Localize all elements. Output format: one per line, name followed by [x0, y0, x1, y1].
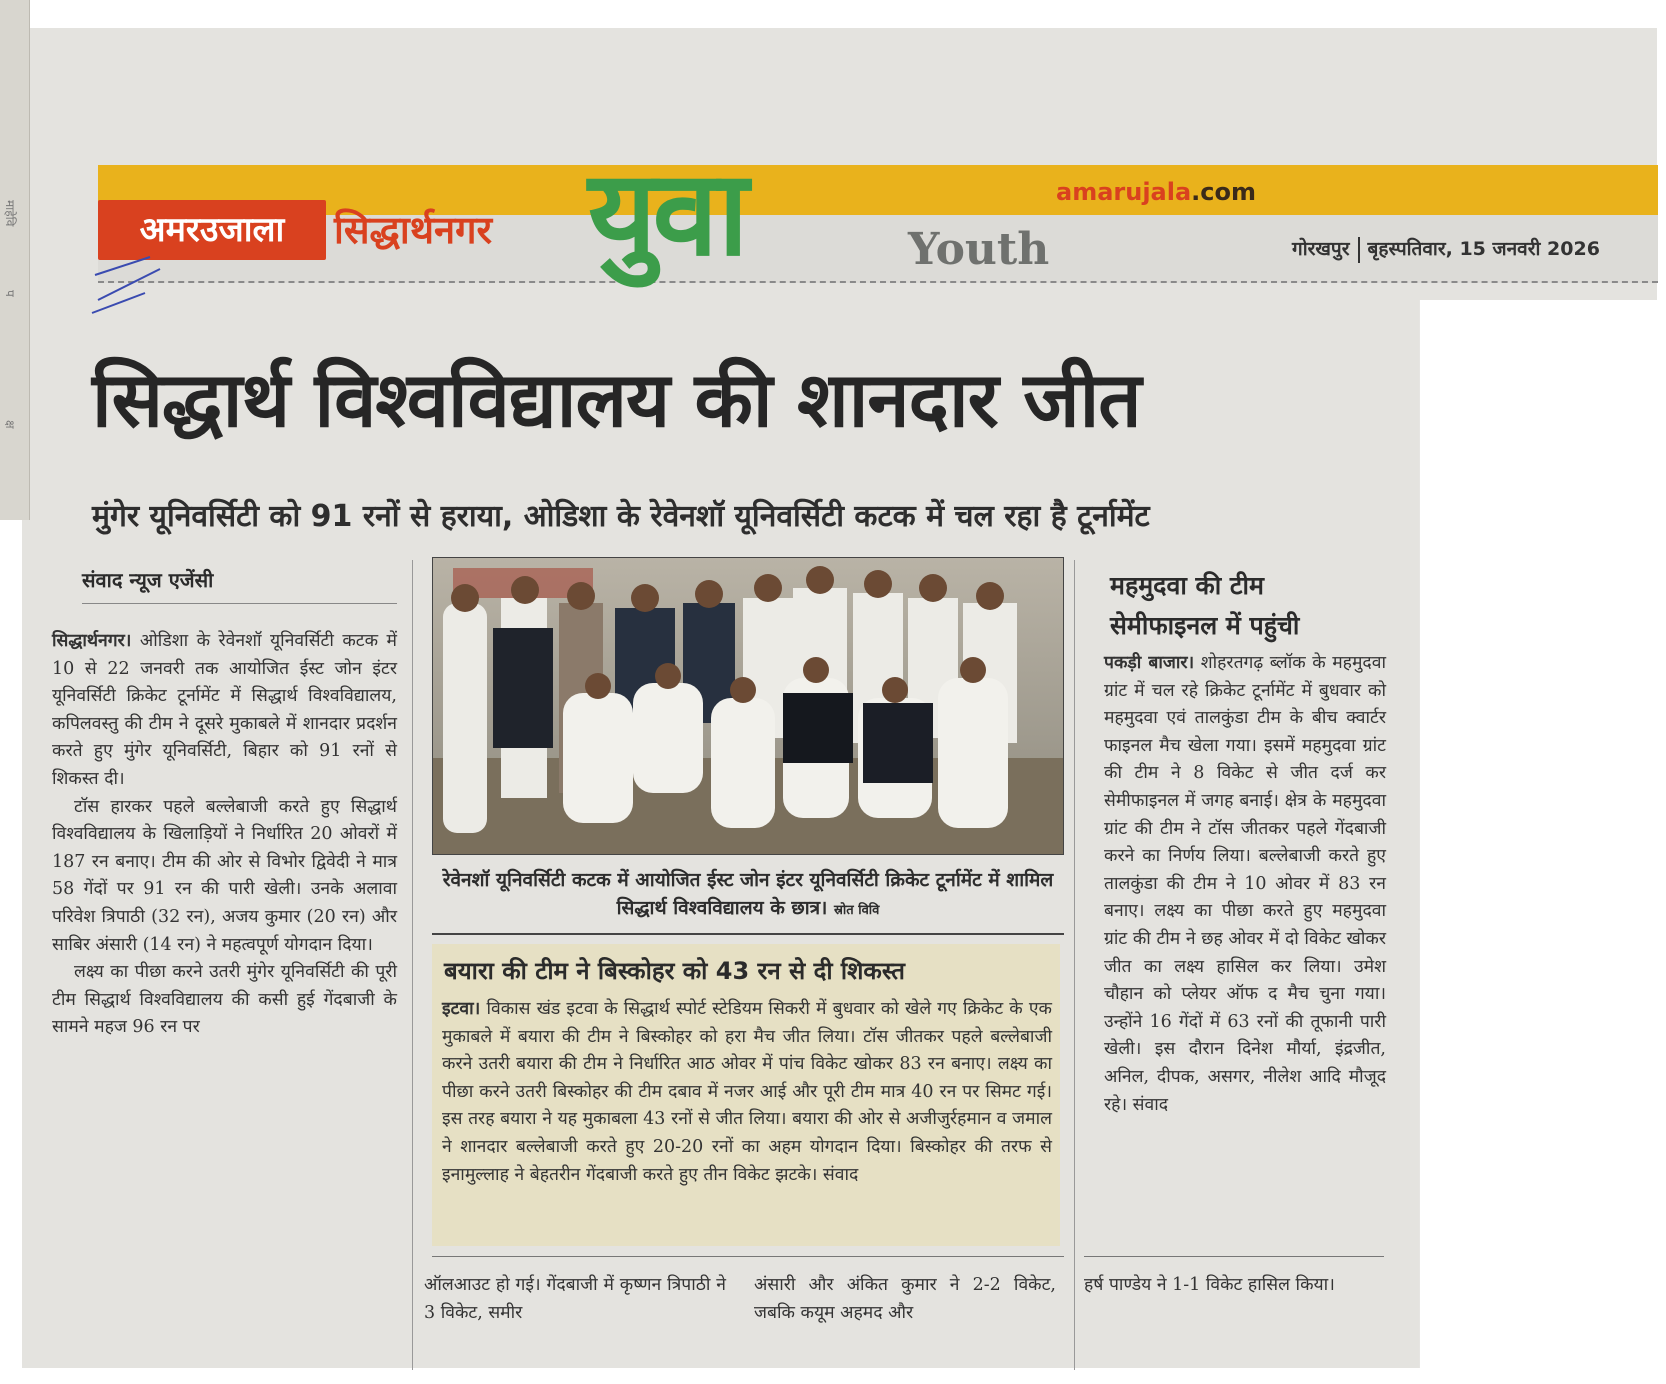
- city-name: सिद्धार्थनगर: [334, 208, 493, 252]
- main-story-continued: अंसारी और अंकित कुमार ने 2-2 विकेट, जबकि कयूम अहमद और: [754, 1275, 1056, 1323]
- divider: [432, 1256, 1064, 1257]
- column-divider: [1074, 560, 1075, 1370]
- main-story-continued: ऑलआउट हो गई। गेंदबाजी में कृष्णन त्रिपाठी ने 3 विकेट, समीर: [424, 1275, 726, 1323]
- margin-fragment: माहेवि: [3, 200, 17, 227]
- dateline: सिद्धार्थनगर।: [52, 631, 132, 651]
- section-logo: युवा: [588, 144, 745, 282]
- website-domain: .com: [1191, 178, 1257, 206]
- divider: [82, 603, 397, 604]
- separator: [1358, 237, 1360, 263]
- side-story-body: [1104, 650, 1386, 1119]
- margin-fragment: प: [3, 290, 17, 297]
- divider: [1084, 1256, 1384, 1257]
- side-title-line: महमुदवा की टीम: [1110, 571, 1264, 600]
- dateline: इटवा।: [442, 999, 481, 1019]
- edition-date: [1292, 234, 1600, 264]
- box-story-body: [442, 996, 1052, 1189]
- brand-logo: अमरउजाला: [98, 200, 326, 260]
- photo-credit: स्रोत विवि: [833, 903, 880, 918]
- team-photo-image: [433, 558, 1064, 855]
- byline: संवाद न्यूज एजेंसी: [82, 568, 214, 592]
- adjacent-page-strip: [0, 0, 30, 520]
- caption-text: रेवेनशॉ यूनिवर्सिटी कटक में आयोजित ईस्ट जोन इंटर यूनिवर्सिटी क्रिकेट टूर्नामेंट में शामिल सिद्धार्थ विश्वविद्यालय के छात्र।: [442, 869, 1054, 919]
- main-story-paragraph: [52, 628, 397, 794]
- side-story-title: [1110, 566, 1299, 646]
- issue-date: बृहस्पतिवार, 15 जनवरी 2026: [1367, 238, 1600, 260]
- website: [1056, 177, 1256, 207]
- dateline: पकड़ी बाजार।: [1104, 653, 1195, 673]
- masthead-band: [98, 165, 1658, 215]
- column-divider: [412, 560, 413, 1370]
- section-english: Youth: [908, 224, 1050, 275]
- main-story-column: [52, 628, 397, 1042]
- edition: गोरखपुर: [1292, 238, 1350, 260]
- margin-fragment: क्ष: [3, 420, 17, 429]
- pen-mark-icon: [90, 255, 180, 315]
- box-story-text: विकास खंड इटवा के सिद्धार्थ स्पोर्ट स्टेडियम सिकरी में बुधवार को खेले गए क्रिकेट के एक मुकाबले में बयारा की टीम ने बिस्कोहर को हरा मैच जीत लिया। टॉस जीतकर पहले बल्लेबाजी करने उतरी बयारा की टीम ने निर्धारित आठ ओवर में पांच विकेट खोकर 83 रन बनाए। लक्ष्य का पीछा करने उतरी बिस्कोहर की टीम दबाव में नजर आई और पूरी टीम मात्र 40 रन पर सिमट गई। इस तरह बयारा ने यह मुकाबला 43 रनों से जीत लिया। बयारा की ओर से अजीजुर्रहमान व जमाल ने शानदार बल्लेबाजी करते हुए 20-20 रनों का अहम योगदान दिया। बिस्कोहर की तरफ से इनामुल्लाह ने बेहतरीन गेंदबाजी करते हुए तीन विकेट झटके। संवाद: [442, 999, 1052, 1185]
- main-story-paragraph: टॉस हारकर पहले बल्लेबाजी करते हुए सिद्धार्थ विश्वविद्यालय के खिलाड़ियों ने निर्धारित 20 ओवरों में 187 रन बनाए। टीम की ओर से विभोर द्विवेदी ने मात्र 58 गेंदों पर 91 रन की पारी खेली। उनके अलावा परिवेश त्रिपाठी (32 रन), अजय कुमार (20 रन) और साबिर अंसारी (14 रन) ने महत्वपूर्ण योगदान दिया।: [52, 796, 397, 955]
- sub-headline: मुंगेर यूनिवर्सिटी को 91 रनों से हराया, ओडिशा के रेवेनशॉ यूनिवर्सिटी कटक में चल रहा है टूर्नामेंट: [92, 499, 1150, 534]
- divider: [432, 933, 1064, 935]
- page-headline: सिद्धार्थ विश्वविद्यालय की शानदार जीत: [92, 355, 1141, 444]
- side-title-line: सेमीफाइनल में पहुंची: [1110, 611, 1300, 640]
- side-story-text: शोहरतगढ़ ब्लॉक के महमुदवा ग्रांट में चल रहे क्रिकेट टूर्नामेंट में बुधवार को महमुदवा एवं तालकुंडा टीम के बीच क्वार्टर फाइनल मैच खेला गया। इसमें महमुदवा ग्रांट की टीम ने 8 विकेट से जीत दर्ज कर सेमीफाइनल में जगह बनाई। क्षेत्र के महमुदवा ग्रांट की टीम ने टॉस जीतकर पहले गेंदबाजी करने का निर्णय लिया। बल्लेबाजी करते हुए तालकुंडा की टीम ने 10 ओवर में 83 रन बनाए। लक्ष्य का पीछा करते हुए महमुदवा ग्रांट की टीम ने छह ओवर में दो विकेट खोकर जीत का लक्ष्य हासिल कर लिया। उमेश चौहान को प्लेयर ऑफ द मैच चुना गया। उन्होंने 16 गेंदों में 63 रनों की तूफानी पारी खेली। इस दौरान दिनेश मौर्या, इंद्रजीत, अनिल, दीपक, असगर, नीलेश आदि मौजूद रहे। संवाद: [1104, 653, 1386, 1115]
- box-story-title: बयारा की टीम ने बिस्कोहर को 43 रन से दी शिकस्त: [444, 957, 905, 985]
- main-story-continued: हर्ष पाण्डेय ने 1-1 विकेट हासिल किया।: [1084, 1275, 1335, 1295]
- paragraph-text: ओडिशा के रेवेनशॉ यूनिवर्सिटी कटक में 10 से 22 जनवरी तक आयोजित ईस्ट जोन इंटर यूनिवर्सिटी क्रिकेट टूर्नामेंट में सिद्धार्थ विश्वविद्यालय, कपिलवस्तु की टीम ने दूसरे मुकाबले में शानदार प्रदर्शन करते हुए मुंगेर यूनिवर्सिटी, बिहार को 91 रनों से शिकस्त दी।: [52, 631, 397, 789]
- website-name: amarujala: [1056, 178, 1192, 206]
- team-photo: [432, 557, 1064, 855]
- main-story-paragraph: लक्ष्य का पीछा करने उतरी मुंगेर यूनिवर्सिटी की पूरी टीम सिद्धार्थ विश्वविद्यालय की कसी हुई गेंदबाजी के सामने महज 96 रन पर: [52, 962, 397, 1038]
- photo-caption: [440, 866, 1056, 925]
